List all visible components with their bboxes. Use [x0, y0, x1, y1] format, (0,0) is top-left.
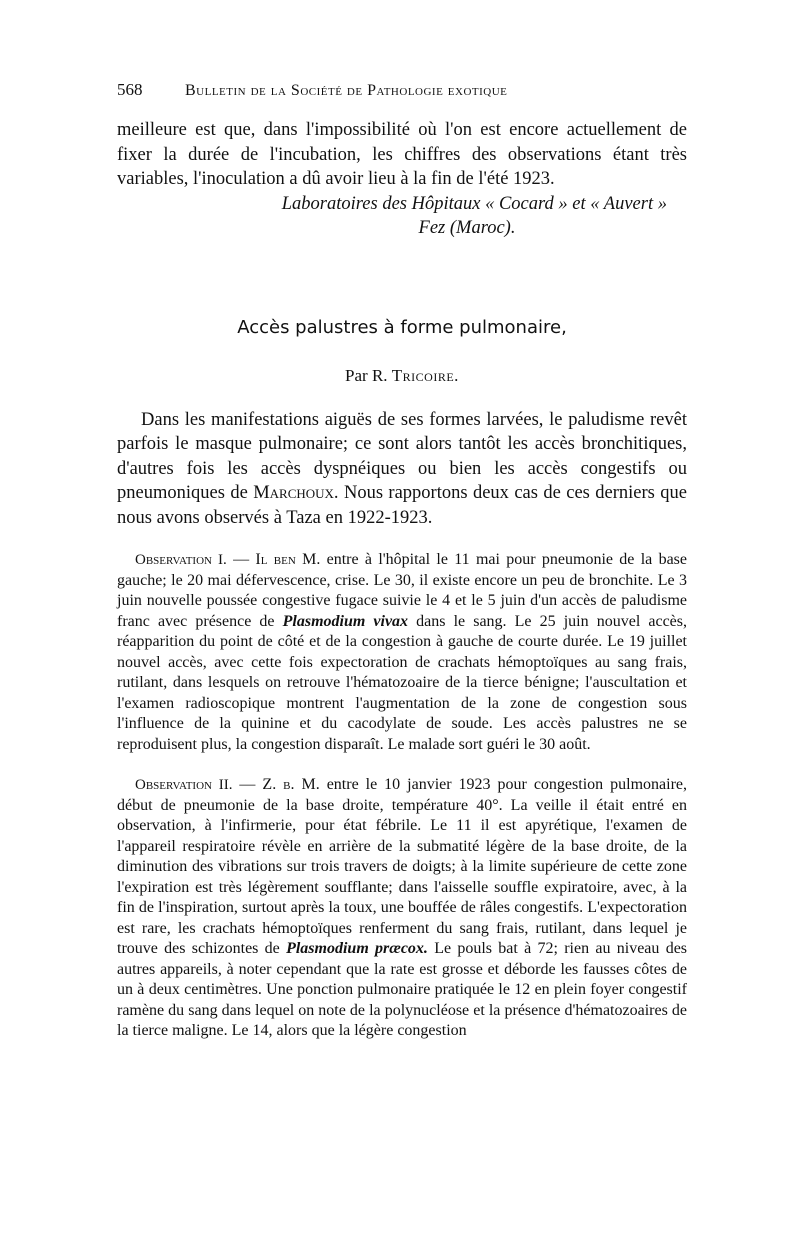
observation-2-text-b: Le pouls bat à 72; rien au niveau des autres appareils, à noter cependant que la rate est grosse et déborde les fausses côtes de un à deux centimètres. Une ponction pulmonaire pratiquée le 12 en plein foyer congestif ramène du sang dans lequel on note de la polynucléose et la présence d'hématozoaires de la tierce maligne. Le 14, alors que la légère congestion — [117, 940, 688, 1039]
cited-author: Marchoux. — [253, 483, 339, 503]
affiliation-line-2: Fez (Maroc). — [418, 218, 516, 238]
observation-1-species: Plasmodium vivax — [282, 612, 409, 630]
observation-1-text-a: M. entre à l'hôpital le 11 mai pour pneumonie de la base gauche; le 20 mai défervescence, crise. Le 30, il existe encore un peu de bronchite. Le 3 juin nouvelle poussée congestive fugace suivie le 4 et le 5 juin d'un accès de paludisme franc avec présence de — [117, 551, 687, 630]
author-prefix: Par R. — [345, 365, 392, 385]
author-name: Tricoire. — [391, 365, 459, 385]
observation-2-text-a: M. entre le 10 janvier 1923 pour congestion pulmonaire, début de pneumonie de la base droite, température 40°. La veille il était entré en observation, à l'infirmerie, pour état fébrile. Le 11 il est apyrétique, l'examen de l'appareil respiratoire révèle en arrière de la submatité légère de la base droite, de la diminution des vibrations sur trois travers de doigts; à la limite supérieure de cette zone l'expiration est très légèrement soufflante; dans l'aisselle souffle expiratoire, avec, à la fin de l'inspiration, surtout après la toux, une bouffée de râles congestifs. L'expectoration est rare, les crachats hémoptoïques renferment du sang frais, rutilant, dans lequel je trouve des schizontes de — [117, 776, 687, 957]
page — [117, 80, 687, 1042]
body-text-before: Dans les manifestations aiguës de ses formes larvées, le paludisme revêt parfois le masque pulmonaire; ce sont alors tantôt les accès bronchitiques, d'autres fois les accès dyspnéiques ou bien les accès congestifs ou pneumoniques de — [117, 409, 687, 503]
body-text-after: Nous rapportons deux cas de ces derniers que nous avons observés à Taza en 1922-1923. — [117, 483, 687, 528]
observation-1-patient: Il ben — [255, 551, 296, 568]
author-byline — [117, 366, 687, 386]
observation-2-species: Plasmodium præcox. — [286, 940, 428, 957]
article-title: Accès palustres à forme pulmonaire, — [237, 316, 567, 338]
page-number: 568 — [117, 80, 143, 99]
running-header — [117, 80, 687, 100]
intro-paragraph: meilleure est que, dans l'impossibilité où l'on est encore actuellement de fixer la durée de l'incubation, les chiffres des observations étant très variables, l'inoculation a dû avoir lieu à la fin de l'été 1923. — [117, 120, 687, 189]
observation-2-heading: Observation II. — [135, 777, 233, 793]
observation-1-text: Observation I. — Il ben M. entre à l'hôpital le 11 mai pour pneumonie de la base gauche; le 20 mai défervescence, crise. Le 30, il existe encore un peu de bronchite. Le 3 juin nouvelle poussée congestive fugace suivie le 4 et le 5 juin d'un accès de paludisme franc avec présence de Plasmodium vivax dans le sang. Le 25 juin nouvel accès, réapparition du point de côté et de la congestion à gauche de courte durée. Le 19 juillet nouvel accès, avec cette fois expectoration de crachats hémoptoïques au sang frais, rutilant, dans lesquels on retrouve l'hématozoaire de la tierce bénigne; l'auscultation et l'examen radioscopique montrent l'augmentation de la zone de congestion sous l'influence de la quinine et du cacodylate de soude. Les accès palustres ne se reproduisent plus, la congestion disparaît. Le malade sort guéri le 30 août. — [117, 551, 687, 753]
observation-1 — [117, 550, 687, 755]
running-title: Bulletin de la Société de Pathologie exotique — [185, 82, 508, 99]
body-paragraph — [117, 408, 687, 531]
affiliation-line-1: Laboratoires des Hôpitaux « Cocard » et « Auvert » — [281, 193, 667, 214]
observation-2-text: Observation II. — Z. b. M. entre le 10 janvier 1923 pour congestion pulmonaire, début de pneumonie de la base droite, température 40°. La veille il était entré en observation, à l'infirmerie, pour état fébrile. Le 11 il est apyrétique, l'examen de l'appareil respiratoire révèle en arrière de la submatité légère de la base droite, de la diminution des vibrations sur trois travers de doigts; à la limite supérieure de cette zone l'expiration est très légèrement soufflante; dans l'aisselle souffle expiratoire, avec, à la fin de l'inspiration, surtout après la toux, une bouffée de râles congestifs. L'expectoration est rare, les crachats hémoptoïques renferment du sang frais, rutilant, dans lequel je trouve des schizontes de Plasmodium præcox. Le pouls bat à 72; rien au niveau des autres appareils, à noter cependant que la rate est grosse et déborde les fausses côtes de un à deux centimètres. Une ponction pulmonaire pratiquée le 12 en plein foyer congestif ramène du sang dans lequel on note de la polynucléose et la présence d'hématozoaires de la tierce maligne. Le 14, alors que la légère congestion — [117, 776, 688, 1039]
observation-2 — [117, 775, 687, 1042]
observation-2-patient: Z. b. — [262, 776, 295, 793]
observation-1-text-b: dans le sang. Le 25 juin nouvel accès, réapparition du point de côté et de la congestion à gauche de courte durée. Le 19 juillet nouvel accès, avec cette fois expectoration de crachats hémoptoïques au sang frais, rutilant, dans lesquels on retrouve l'hématozoaire de la tierce bénigne; l'auscultation et l'examen radioscopique montrent l'augmentation de la zone de congestion sous l'influence de la quinine et du cacodylate de soude. Les accès palustres ne se reproduisent plus, la congestion disparaît. Le malade sort guéri le 30 août. — [117, 612, 687, 753]
observation-1-heading: Observation I. — [135, 552, 227, 568]
